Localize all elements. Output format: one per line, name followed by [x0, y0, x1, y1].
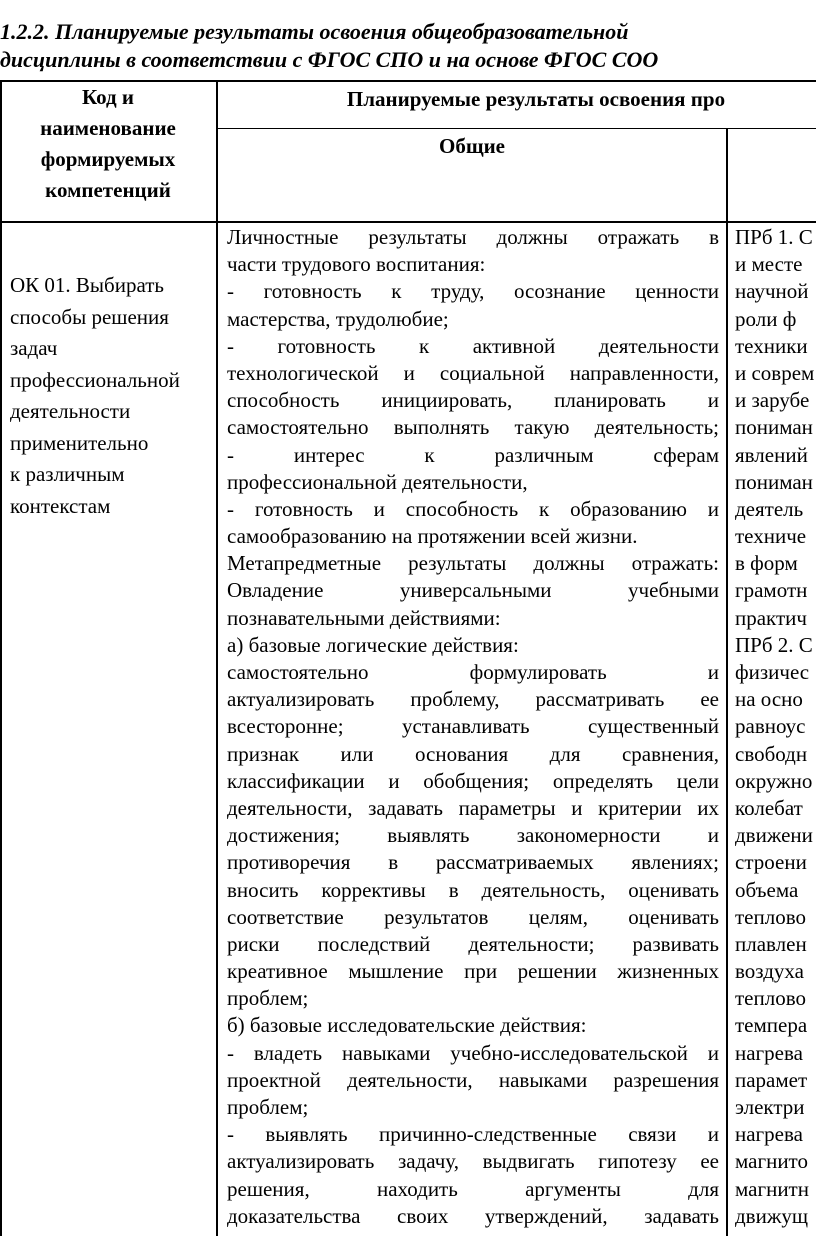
specific-text-line: физичес	[735, 660, 810, 684]
general-text-line: вносить коррективы в деятельность, оценивать	[227, 877, 719, 902]
general-results-cell	[227, 224, 719, 1230]
specific-text-line: нагрева	[735, 1040, 803, 1065]
competency-column-header	[0, 82, 216, 206]
general-text-line: риски последствий деятельности; развивать	[227, 931, 719, 956]
specific-text-line: грамотн	[735, 578, 808, 603]
specific-text-line: техниче	[735, 524, 807, 549]
specific-text-line: объема	[735, 877, 799, 902]
general-text-line: б) базовые исследовательские действия:	[227, 1013, 587, 1038]
specific-text-line: окружно	[735, 768, 813, 793]
general-text-line: актуализировать задачу, выдвигать гипотезу ее	[227, 1149, 719, 1174]
specific-text-line: магнито	[735, 1149, 808, 1174]
section-heading	[0, 18, 816, 74]
general-text-line: классификации и обобщения; определять цели	[227, 768, 719, 793]
general-text-line: деятельности, задавать параметры и критерии их	[227, 795, 719, 820]
specific-text-line: движущ	[735, 1203, 809, 1228]
specific-text-line: техники	[735, 333, 808, 358]
specific-text-line: строени	[735, 850, 807, 875]
competency-line: задач	[10, 336, 58, 360]
general-text-line: соответствие результатов целям, оценивать	[227, 904, 719, 929]
specific-text-line: деятель	[735, 496, 804, 521]
specific-text-line: и месте	[735, 252, 803, 277]
header-subdivider	[216, 128, 816, 129]
general-text-line: а) базовые логические действия:	[227, 632, 519, 657]
specific-text-line: теплово	[735, 904, 806, 929]
general-text-line: технологической и социальной направленности,	[227, 360, 719, 385]
specific-text-line: и соврем	[735, 360, 815, 385]
general-text-line: всесторонне; устанавливать существенный	[227, 714, 719, 739]
general-text-line: Личностные результаты должны отражать в	[227, 225, 719, 249]
specific-text-line: пониман	[735, 469, 813, 494]
specific-text-line: и зарубе	[735, 388, 810, 413]
general-text-line: креативное мышление при решении жизненных	[227, 959, 719, 984]
column-divider-1	[216, 80, 218, 1236]
specific-text-line: научной	[735, 279, 809, 304]
competency-header-line: Код и	[81, 85, 135, 109]
general-text-line: доказательства своих утверждений, задавать	[227, 1203, 719, 1228]
general-text-line: самообразованию на протяжении всей жизни.	[227, 524, 638, 549]
general-text-line: - готовность к активной деятельности	[227, 333, 719, 358]
general-text-line: - готовность к труду, осознание ценности	[227, 279, 719, 304]
specific-text-line: практич	[735, 605, 807, 630]
general-text-line: - владеть навыками учебно-исследовательской и	[227, 1040, 719, 1065]
general-text-line: самостоятельно выполнять такую деятельность;	[227, 415, 719, 440]
general-results-header: Общие	[439, 134, 505, 158]
competency-line: способы решения	[10, 304, 169, 329]
section-heading-line-1: 1.2.2. Планируемые результаты освоения общеобразовательной	[0, 19, 629, 44]
specific-results-cell	[735, 224, 816, 1236]
general-text-line: профессиональной деятельности,	[227, 469, 528, 494]
competency-line: применительно	[10, 430, 149, 455]
competency-line: ОК 01. Выбирать	[10, 273, 164, 297]
general-text-line: мастерства, трудолюбие;	[227, 306, 449, 331]
general-text-line: способность инициировать, планировать и	[227, 388, 719, 413]
specific-text-line: ПРб 1. С	[735, 225, 813, 249]
general-text-line: проектной деятельности, навыками разрешения	[227, 1067, 719, 1092]
specific-text-line: плавлен	[735, 931, 807, 956]
general-text-line: - интерес к различным сферам	[227, 442, 719, 467]
competency-line: контекстам	[10, 493, 111, 518]
competency-line: деятельности	[10, 399, 131, 423]
general-text-line: части трудового воспитания:	[227, 252, 486, 277]
general-text-line: Овладение универсальными учебными	[227, 578, 719, 603]
general-text-line: познавательными действиями:	[227, 605, 501, 630]
specific-text-line: равноус	[735, 714, 806, 739]
specific-text-line: колебат	[735, 795, 803, 820]
specific-text-line: нагрева	[735, 1122, 803, 1147]
general-text-line: противоречия в рассматриваемых явлениях;	[227, 850, 719, 875]
specific-text-line: ПРб 2. С	[735, 632, 813, 657]
general-text-line: Метапредметные результаты должны отражать:	[227, 551, 719, 576]
competency-header-line: наименование	[40, 116, 176, 140]
specific-text-line: темпера	[735, 1013, 808, 1038]
header-bottom-border	[0, 221, 816, 223]
specific-text-line: на осно	[735, 687, 803, 712]
section-heading-line-2: дисциплины в соответствии с ФГОС СПО и на основе ФГОС СОО	[0, 47, 659, 72]
general-text-line: актуализировать проблему, рассматривать ее	[227, 687, 719, 712]
specific-text-line: свободн	[735, 741, 808, 766]
planned-results-header: Планируемые результаты освоения про	[346, 87, 726, 111]
specific-text-line: роли ф	[735, 306, 797, 331]
specific-text-line: магнитн	[735, 1176, 809, 1201]
specific-text-line: явлений	[735, 442, 808, 467]
competency-line: к различным	[10, 462, 125, 486]
specific-text-line: воздуха	[735, 959, 804, 984]
column-divider-2	[726, 128, 728, 1236]
general-text-line: достижения; выявлять закономерности и	[227, 823, 719, 848]
specific-text-line: парамет	[735, 1067, 808, 1092]
general-text-line: решения, находить аргументы для	[227, 1176, 719, 1201]
specific-text-line: пониман	[735, 415, 813, 440]
competency-cell	[10, 270, 215, 522]
general-text-line: проблем;	[227, 1095, 309, 1119]
general-text-line: проблем;	[227, 986, 309, 1011]
general-text-line: признак или основания для сравнения,	[227, 741, 719, 766]
competency-header-line: компетенций	[45, 178, 171, 202]
table-left-border	[0, 80, 2, 1236]
specific-text-line: движени	[735, 823, 813, 848]
general-text-line: - готовность и способность к образованию и	[227, 496, 719, 521]
specific-text-line: в форм	[735, 551, 798, 576]
general-text-line: - выявлять причинно-следственные связи и	[227, 1122, 719, 1147]
competency-line: профессиональной	[10, 367, 180, 392]
competency-header-line: формируемых	[40, 147, 176, 171]
specific-text-line: теплово	[735, 986, 806, 1011]
specific-text-line: электри	[735, 1095, 805, 1119]
general-text-line: самостоятельно формулировать и	[227, 660, 719, 684]
